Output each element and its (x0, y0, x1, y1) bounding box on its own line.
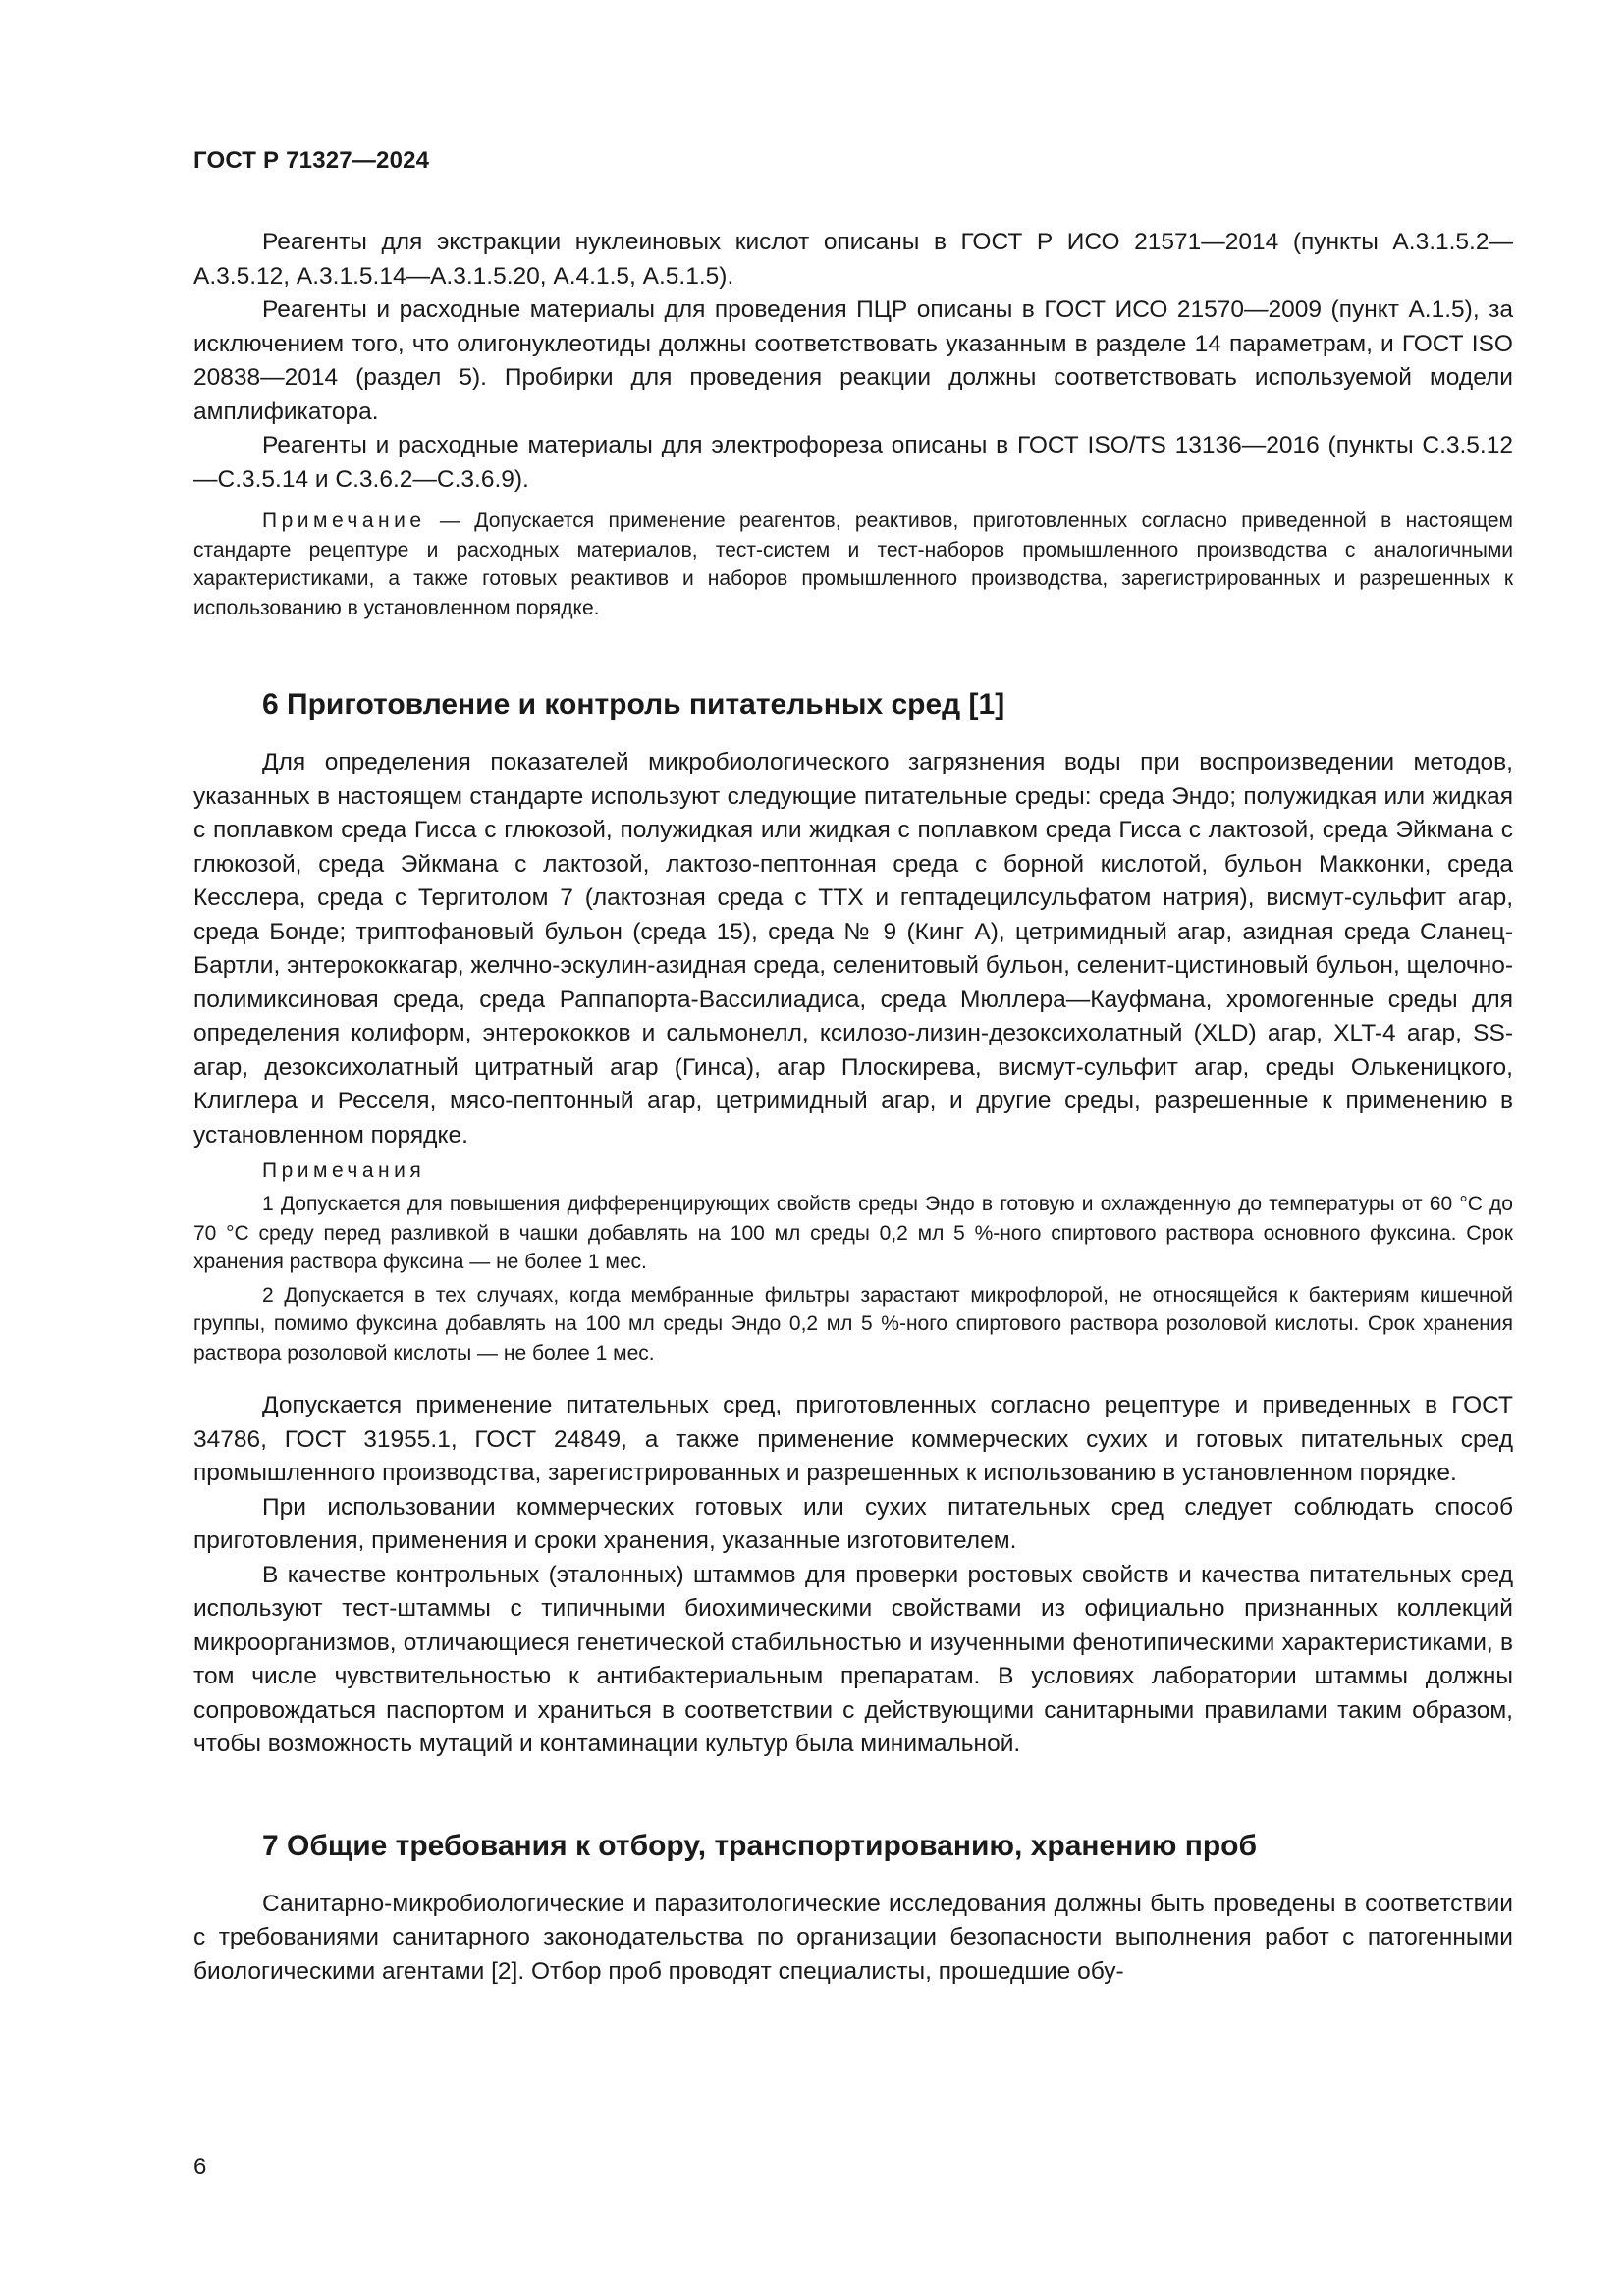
section-6-paragraph-3: При использовании коммерческих готовых или сухих питательных сред следует соблюдать способ приготовления, применения и сроки хранения, указанные изготовителем. (193, 1493, 1513, 1554)
intro-paragraph-1: Реагенты для экстракции нуклеиновых кислот описаны в ГОСТ Р ИСО 21571—2014 (пункты А.3.1.5.2—А.3.5.12, А.3.1.5.14—А.3.1.5.20, А.4.1.5, А.5.1.5). (193, 229, 1513, 290)
section-6-notes-title: Примечания (262, 1159, 426, 1182)
page-number: 6 (193, 2154, 207, 2180)
section-6-note-1: 1 Допускается для повышения дифференцирующих свойств среды Эндо в готовую и охлажденную до температуры от 60 °С до 70 °С среду перед разливкой в чашки добавлять на 100 мл среды 0,2 мл 5 %-ного спиртового раствора основного фуксина. Срок хранения раствора фуксина — не более 1 мес. (193, 1193, 1513, 1273)
intro-paragraph-3: Реагенты и расходные материалы для электрофореза описаны в ГОСТ ISO/TS 13136—2016 (пункты С.3.5.12—С.3.5.14 и С.3.6.2—С.3.6.9). (193, 432, 1513, 493)
section-6-paragraph-2: Допускается применение питательных сред, приготовленных согласно рецептуре и приведенных в ГОСТ 34786, ГОСТ 31955.1, ГОСТ 24849, а также применение коммерческих сухих и готовых питательных сред промышленного производства, зарегистрированных и разрешенных к использованию в установленном порядке. (193, 1392, 1513, 1486)
page-content (193, 226, 1513, 1989)
intro-note-label: Примечание (262, 509, 426, 532)
section-7-paragraph-1: Санитарно-микробиологические и паразитологические исследования должны быть проведены в соответствии с требованиями санитарного законодательства по организации безопасности выполнения работ с патогенными биологическими агентами [2]. Отбор проб проводят специалисты, прошедшие обу- (193, 1890, 1513, 1985)
section-6-paragraph-4: В качестве контрольных (эталонных) штаммов для проверки ростовых свойств и качества питательных сред используют тест-штаммы с типичными биохимическими свойствами из официально признанных коллекций микроорганизмов, отличающиеся генетической стабильностью и изученными фенотипическими характеристиками, в том числе чувствительностью к антибактериальным препаратам. В условиях лаборатории штаммы должны сопровождаться паспортом и храниться в соответствии с действующими санитарными правилами таким образом, чтобы возможность мутаций и контаминации культур была минимальной. (193, 1561, 1513, 1757)
section-6-paragraph-1: Для определения показателей микробиологического загрязнения воды при воспроизведении методов, указанных в настоящем стандарте используют следующие питательные среды: среда Эндо; полужидкая или жидкая с поплавком среда Гисса с глюкозой, полужидкая или жидкая с поплавком среда Гисса с лактозой, среда Эйкмана с глюкозой, среда Эйкмана с лактозой, лактозо-пептонная среда с борной кислотой, бульон Макконки, среда Кесслера, среда с Тергитолом 7 (лактозная среда с ТТХ и гептадецилсульфатом натрия), висмут-сульфит агар, среда Бонде; триптофановый бульон (среда 15), среда № 9 (Кинг А), цетримидный агар, азидная среда Сланец-Бартли, энтерококкагар, желчно-эскулин-азидная среда, селенитовый бульон, селенит-цистиновый бульон, щелочно-полимиксиновая среда, среда Раппапорта-Вассилиадиса, среда Мюллера—Кауфмана, хромогенные среды для определения колиформ, энтерококков и сальмонелл, ксилозо-лизин-дезоксихолатный (XLD) агар, XLT-4 агар, SS-агар, дезоксихолатный цитратный агар (Гинса), агар Плоскирева, висмут-сульфит агар, среды Олькеницкого, Клиглера и Ресселя, мясо-пептонный агар, цетримидный агар, и другие среды, разрешенные к применению в установленном порядке. (193, 749, 1513, 1148)
intro-note (193, 507, 1513, 622)
intro-note-text: — Допускается применение реагентов, реактивов, приготовленных согласно приведенной в настоящем стандарте рецептуре и расходных материалов, тест-систем и тест-наборов промышленного производства с аналогичными характеристиками, а также готовых реактивов и наборов промышленного производства, зарегистрированных и разрешенных к использованию в установленном порядке. (193, 509, 1513, 619)
document-header: ГОСТ Р 71327—2024 (193, 147, 430, 174)
section-6-title: 6 Приготовление и контроль питательных сред [1] (262, 688, 1005, 721)
section-6-note-2: 2 Допускается в тех случаях, когда мембранные фильтры зарастают микрофлорой, не относящейся к бактериям кишечной группы, помимо фуксина добавлять на 100 мл среды Эндо 0,2 мл 5 %-ного спиртового раствора розоловой кислоты. Срок хранения раствора розоловой кислоты — не более 1 мес. (193, 1283, 1513, 1364)
section-7-title: 7 Общие требования к отбору, транспортированию, хранению проб (262, 1829, 1258, 1862)
intro-paragraph-2: Реагенты и расходные материалы для проведения ПЦР описаны в ГОСТ ИСО 21570—2009 (пункт А.1.5), за исключением того, что олигонуклеотиды должны соответствовать указанным в разделе 14 параметрам, и ГОСТ ISO 20838—2014 (раздел 5). Пробирки для проведения реакции должны соответствовать используемой модели амплификатора. (193, 296, 1513, 425)
